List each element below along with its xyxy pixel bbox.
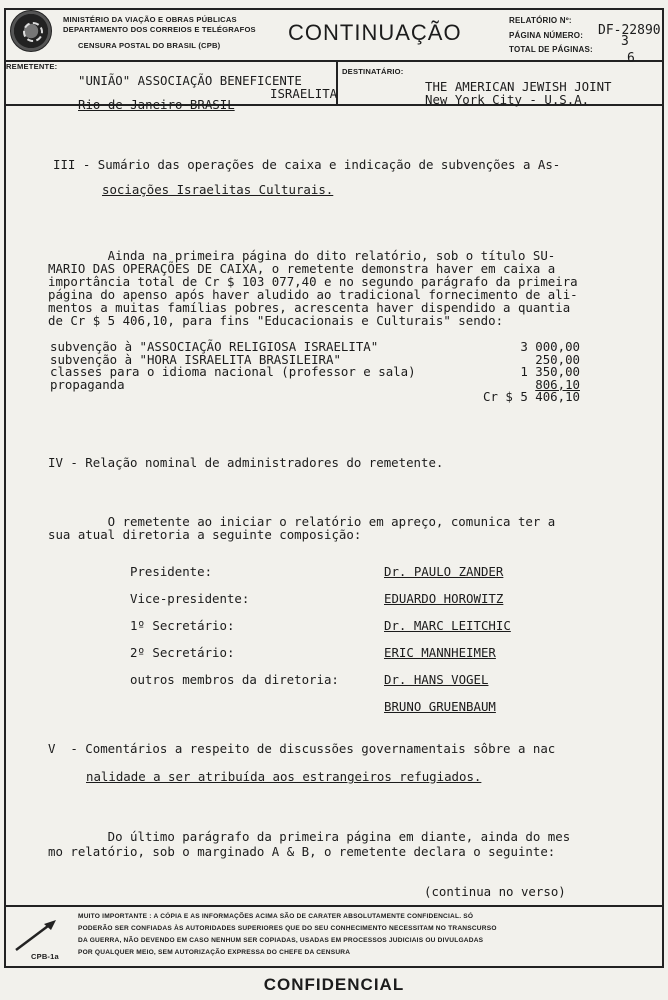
notice-line1: MUITO IMPORTANTE : A CÓPIA E AS INFORMAÇÕES ACIMA SÃO DE CARATER ABSOLUTAMENTE CONFIDENCIAL. SÓ [78, 913, 474, 920]
frame-right-border [662, 8, 664, 968]
pagina-label: PÁGINA NÚMERO: [509, 31, 584, 40]
notice-line2: PODERÃO SER CONFIADAS ÀS AUTORIDADES SUPERIORES QUE DO SEU CONHECIMENTO NECESSITAM NO TRANSCURSO [78, 925, 497, 932]
arrow-icon [14, 918, 58, 952]
destinatario-label: DESTINATÁRIO: [342, 67, 404, 76]
board-member: Dr. PAULO ZANDER [384, 564, 504, 579]
footer-top-border [4, 905, 664, 907]
frame-top-border [4, 8, 664, 10]
expense-description: subvenção à "ASSOCIAÇÃO RELIGIOSA ISRAELITA" [50, 339, 379, 354]
board-role: 2º Secretário: [130, 645, 235, 660]
board-role: Vice-presidente: [130, 591, 250, 606]
expense-amount: 806,10 [535, 376, 580, 392]
department-name: DEPARTAMENTO DOS CORREIOS E TELÉGRAFOS [63, 25, 256, 34]
board-member: Dr. MARC LEITCHIC [384, 618, 511, 633]
list-item [130, 646, 530, 673]
expense-list [50, 340, 580, 403]
section4-intro-line1: O remetente ao iniciar o relatório em apreço, comunica ter a [48, 514, 556, 529]
form-code: CPB-1a [31, 952, 59, 961]
section4-heading: IV - Relação nominal de administradores do remetente. [48, 455, 444, 470]
destinatario-city: New York City - U.S.A. [425, 92, 590, 107]
paragraph-line: Ainda na primeira página do dito relatório, sob o título SU- [48, 248, 556, 263]
notice-line4: POR QUALQUER MEIO, SEM AUTORIZAÇÃO EXPRESSA DO CHEFE DA CENSURA [78, 949, 351, 956]
remetente-name-line2: ISRAELITA [270, 86, 338, 101]
list-item [130, 592, 530, 619]
section4-intro-line2: sua atual diretoria a seguinte composição: [48, 527, 362, 542]
paragraph-line: página do apenso após haver aludido ao tradicional fornecimento de ali- [48, 287, 578, 302]
expense-amount: 3 000,00 [520, 339, 580, 354]
list-item [130, 565, 530, 592]
expense-amount: 1 350,00 [520, 364, 580, 379]
board-role: Presidente: [130, 564, 213, 579]
expense-description: propaganda [50, 376, 125, 392]
paragraph-line: mentos a muitas famílias pobres, acrescenta haver dispendido a quantia [48, 300, 571, 315]
board-member: BRUNO GRUENBAUM [384, 699, 496, 714]
confidential-stamp: CONFIDENCIAL [263, 975, 405, 994]
list-item [130, 700, 530, 727]
total-number: 6 [627, 51, 635, 66]
section3-paragraph [48, 249, 578, 327]
board-role: 1º Secretário: [130, 618, 235, 633]
list-item [130, 673, 530, 700]
document-title: CONTINUAÇÃO [288, 20, 462, 45]
relatorio-number: DF-22890 [598, 23, 661, 38]
section5-paragraph-line2: mo relatório, sob o marginado A & B, o remetente declara o seguinte: [48, 844, 556, 859]
footer-bottom-border [4, 966, 664, 968]
total-label: TOTAL DE PÁGINAS: [509, 45, 593, 54]
paragraph-line: importância total de Cr $ 103 077,40 e no segundo parágrafo da primeira [48, 274, 578, 289]
list-item [130, 619, 530, 646]
expense-amount: 250,00 [535, 351, 580, 367]
notice-line3: DA GUERRA, NÃO DEVENDO EM CASO NENHUM SER COPIADAS, USADAS EM PROCESSOS JUDICIAIS OU DIVULGADAS [78, 937, 484, 944]
board-member: EDUARDO HOROWITZ [384, 591, 504, 606]
board-list [130, 565, 530, 727]
list-item [50, 340, 580, 353]
frame-left-border [4, 8, 6, 968]
relatorio-label: RELATÓRIO Nº: [509, 16, 572, 25]
ministry-name: MINISTÉRIO DA VIAÇÃO E OBRAS PÚBLICAS [63, 15, 237, 24]
pagina-number: 3 [621, 34, 629, 49]
board-member: Dr. HANS VOGEL [384, 672, 489, 687]
expense-description: classes para o idioma nacional (professor e sala) [50, 364, 416, 379]
section5-heading-line2: nalidade a ser atribuída aos estrangeiros refugiados. [86, 769, 482, 784]
remetente-label: REMETENTE: [6, 62, 58, 71]
expense-total: Cr $ 5 406,10 [483, 389, 580, 404]
list-item [50, 365, 580, 378]
paragraph-line: de Cr $ 5 406,10, para fins "Educacionais e Culturais" sendo: [48, 313, 504, 328]
remetente-name-line1: "UNIÃO" ASSOCIAÇÃO BENEFICENTE [78, 73, 302, 88]
section5-paragraph-line1: Do último parágrafo da primeira página em diante, ainda do mes [48, 829, 571, 844]
continue-note: (continua no verso) [424, 884, 566, 899]
section3-heading-line1: III - Sumário das operações de caixa e indicação de subvenções a As- [53, 157, 561, 172]
censorship-name: CENSURA POSTAL DO BRASIL (CPB) [78, 41, 221, 50]
board-role: outros membros da diretoria: [130, 672, 339, 687]
remetente-city: Rio de Janeiro-BRASIL [78, 97, 235, 112]
expense-description: subvenção à "HORA ISRAELITA BRASILEIRA" [50, 351, 341, 367]
expense-total-row [50, 390, 580, 403]
paragraph-line: MARIO DAS OPERAÇÕES DE CAIXA, o remetente demonstra haver em caixa a [48, 261, 556, 276]
destinatario-name: THE AMERICAN JEWISH JOINT [425, 79, 612, 94]
section3-heading-line2: sociações Israelitas Culturais. [102, 182, 334, 197]
header-divider [4, 60, 664, 62]
board-member: ERIC MANNHEIMER [384, 645, 496, 660]
section5-heading-line1: V - Comentários a respeito de discussões governamentais sôbre a nac [48, 741, 556, 756]
coat-of-arms-seal [10, 10, 52, 52]
